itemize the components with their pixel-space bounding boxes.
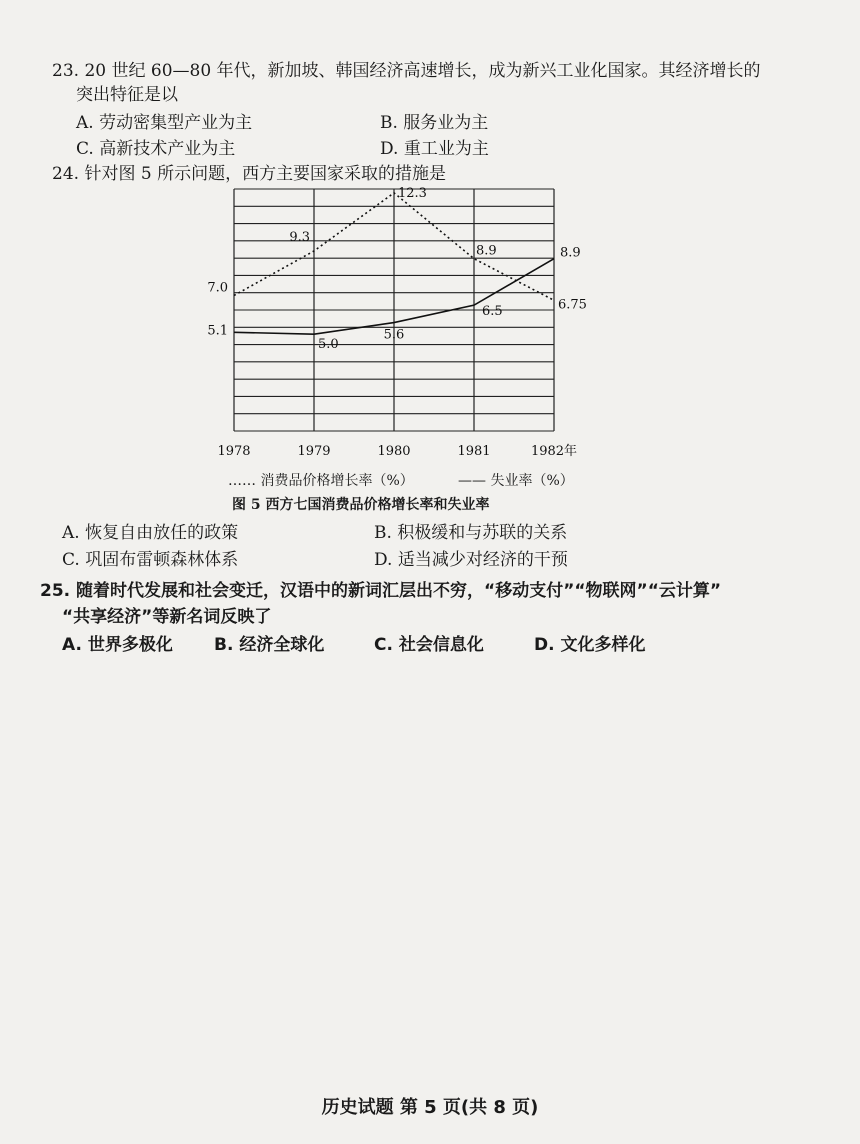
data-label: 5.6	[383, 327, 405, 343]
q23-option-c: C. 高新技术产业为主	[76, 139, 236, 159]
data-label: 6.5	[482, 304, 503, 320]
q23-option-a: A. 劳动密集型产业为主	[76, 113, 253, 133]
q23-option-b: B. 服务业为主	[380, 113, 489, 133]
data-label: 8.9	[560, 245, 581, 261]
q24-option-a: A. 恢复自由放任的政策	[62, 523, 239, 543]
q24-stem: 24. 针对图 5 所示问题，西方主要国家采取的措施是	[52, 164, 447, 184]
figure-caption: 图 5 西方七国消费品价格增长率和失业率	[232, 497, 490, 513]
x-tick-label: 1978	[217, 444, 251, 459]
data-label: 5.0	[318, 337, 339, 353]
x-tick-label: 1980	[377, 444, 411, 459]
legend-solid: —— 失业率（%）	[458, 473, 574, 489]
data-label: 6.75	[558, 297, 587, 313]
q23-option-d: D. 重工业为主	[380, 139, 489, 159]
x-tick-label: 1979	[297, 444, 331, 459]
q23-stem-line2: 突出特征是以	[76, 85, 178, 105]
figure-5-chart	[200, 185, 600, 470]
legend-dotted: …… 消费品价格增长率（%）	[228, 473, 414, 489]
chart-x-ticks	[217, 443, 577, 459]
data-label: 12.3	[398, 185, 427, 201]
chart-grid	[234, 189, 554, 431]
q25-stem-line1: 25. 随着时代发展和社会变迁，汉语中的新词汇层出不穷，“移动支付”“物联网”“云计算”	[40, 581, 722, 601]
x-tick-label: 1981	[457, 444, 491, 459]
q25-option-a: A. 世界多极化	[62, 635, 173, 655]
x-tick-label: 1982年	[530, 444, 578, 459]
q23-stem-line1: 23. 20 世纪 60—80 年代，新加坡、韩国经济高速增长，成为新兴工业化国家。其经济增长的	[52, 61, 761, 81]
q25-option-c: C. 社会信息化	[374, 635, 484, 655]
page-footer: 历史试题 第 5 页(共 8 页)	[321, 1097, 539, 1118]
data-label: 7.0	[207, 280, 228, 296]
q25-option-b: B. 经济全球化	[214, 635, 325, 655]
data-label: 5.1	[207, 323, 228, 339]
data-label: 8.9	[476, 243, 497, 259]
q25-option-d: D. 文化多样化	[534, 635, 646, 655]
data-label: 9.3	[289, 229, 310, 245]
q24-option-d: D. 适当减少对经济的干预	[374, 550, 568, 570]
q24-option-c: C. 巩固布雷顿森林体系	[62, 550, 239, 570]
q25-stem-line2: “共享经济”等新名词反映了	[62, 607, 272, 627]
q24-option-b: B. 积极缓和与苏联的关系	[374, 523, 568, 543]
